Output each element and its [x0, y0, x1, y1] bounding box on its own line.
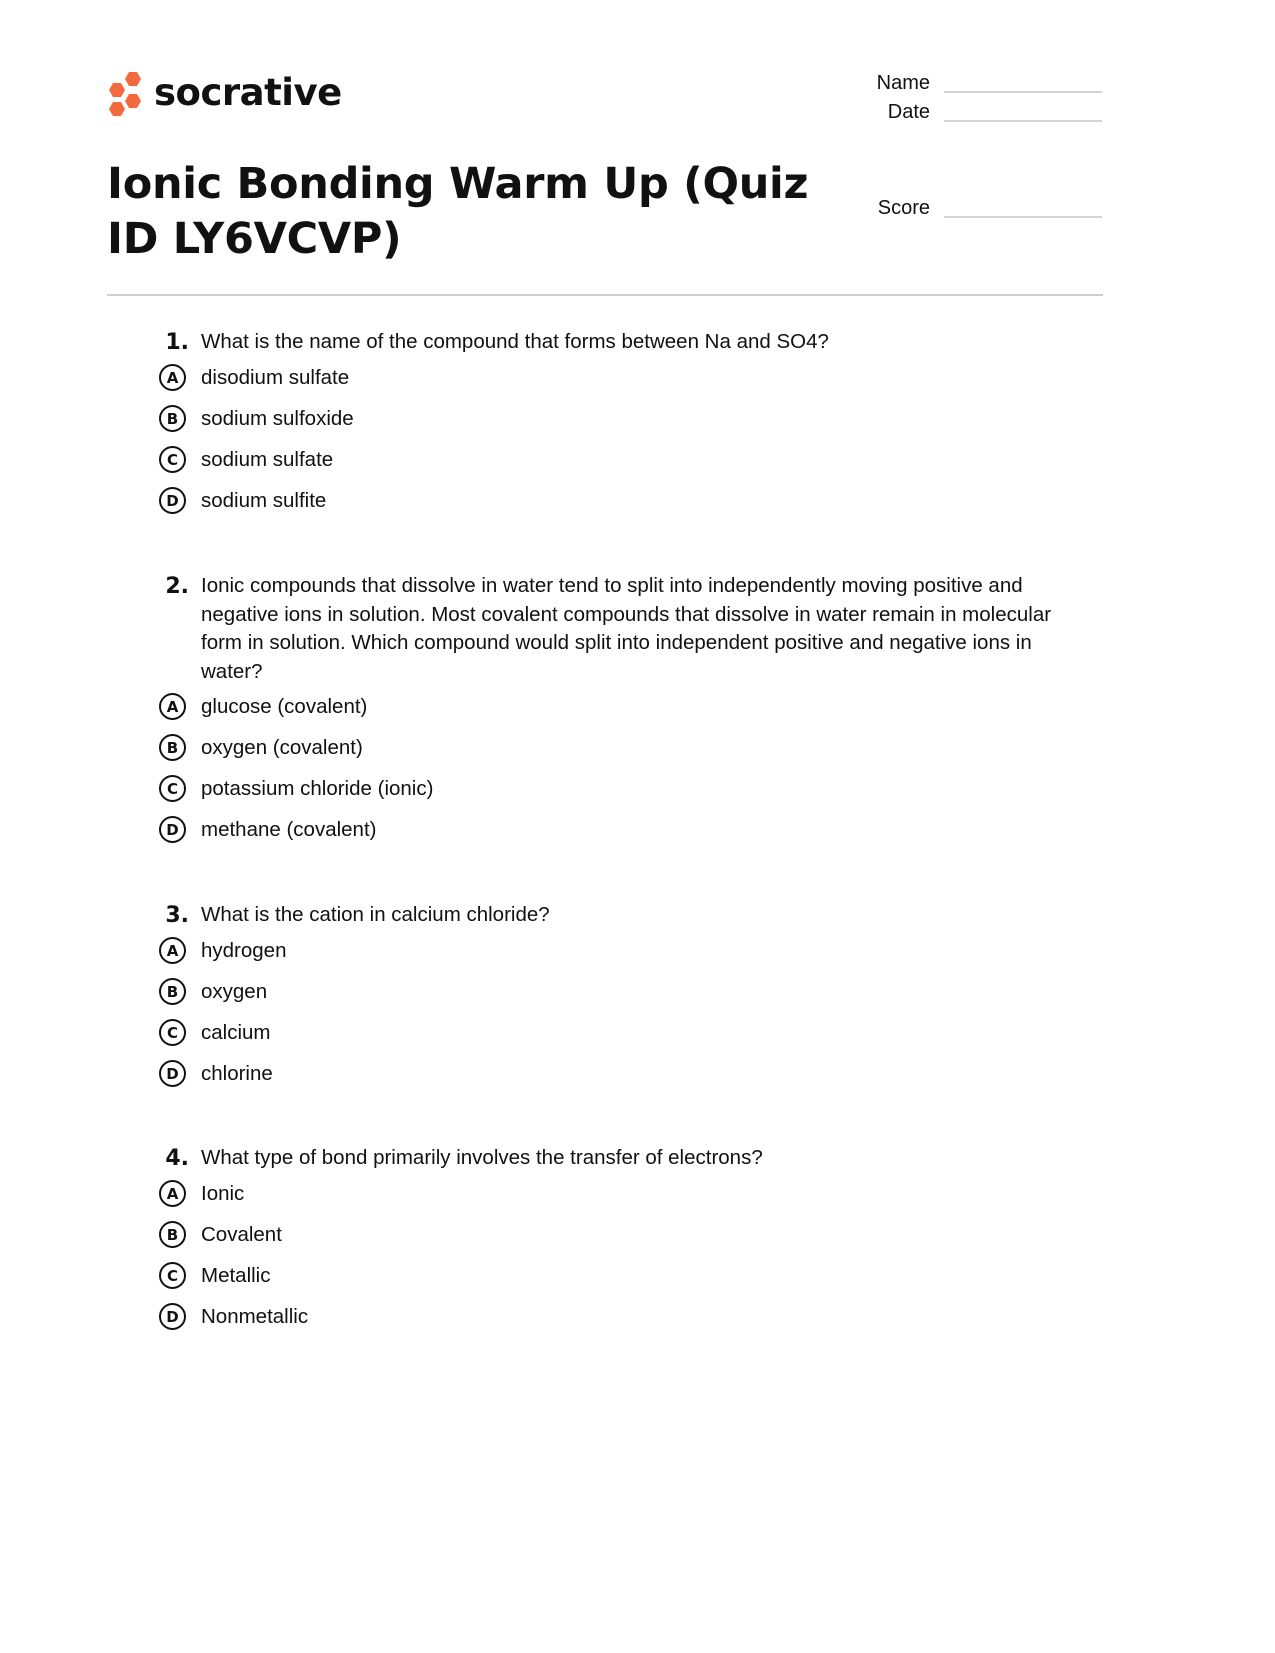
- option-text: calcium: [201, 1020, 271, 1044]
- brand-name: socrative: [154, 71, 342, 114]
- option-b[interactable]: [158, 727, 1088, 768]
- date-input-line[interactable]: [944, 120, 1102, 122]
- option-letter-circle[interactable]: C: [159, 775, 186, 802]
- option-text: potassium chloride (ionic): [201, 776, 434, 800]
- score-input-line[interactable]: [944, 216, 1102, 218]
- option-letter-circle[interactable]: B: [159, 1221, 186, 1248]
- option-b[interactable]: [158, 971, 1088, 1012]
- option-a[interactable]: [158, 1173, 1088, 1214]
- quiz-title: Ionic Bonding Warm Up (Quiz ID LY6VCVP): [107, 159, 809, 264]
- date-label: Date: [887, 101, 930, 123]
- option-letter-circle[interactable]: B: [159, 405, 186, 432]
- option-letter-circle[interactable]: B: [159, 978, 186, 1005]
- socrative-logo: [107, 70, 342, 116]
- option-letter-circle[interactable]: A: [159, 937, 186, 964]
- question-number: 3.: [165, 903, 189, 928]
- header-divider: [107, 294, 1103, 296]
- name-field[interactable]: [860, 72, 1102, 95]
- question-text: Ionic compounds that dissolve in water tend to split into independently moving positive and negative ions in solution. Most covalent compounds that dissolve in water remain in molecular form in solution. Which compound would split into independent positive and negative ions in water?: [201, 574, 1052, 683]
- option-letter-circle[interactable]: A: [159, 364, 186, 391]
- option-letter-circle[interactable]: D: [159, 816, 186, 843]
- option-letter-circle[interactable]: C: [159, 1262, 186, 1289]
- option-c[interactable]: [158, 1255, 1088, 1296]
- option-text: disodium sulfate: [201, 365, 350, 389]
- option-c[interactable]: [158, 768, 1088, 809]
- score-label: Score: [877, 197, 930, 219]
- question-4: [158, 1144, 1088, 1337]
- option-d[interactable]: [158, 1296, 1088, 1337]
- option-text: hydrogen: [201, 938, 287, 962]
- option-a[interactable]: [158, 357, 1088, 398]
- option-text: sodium sulfate: [201, 447, 334, 471]
- question-2: [158, 572, 1088, 850]
- option-letter-circle[interactable]: B: [159, 734, 186, 761]
- option-text: oxygen (covalent): [201, 735, 363, 759]
- option-a[interactable]: [158, 930, 1088, 971]
- option-b[interactable]: [158, 398, 1088, 439]
- option-a[interactable]: [158, 686, 1088, 727]
- option-letter-circle[interactable]: A: [159, 1180, 186, 1207]
- question-number: 4.: [165, 1146, 189, 1171]
- option-text: Metallic: [201, 1263, 271, 1287]
- option-text: oxygen: [201, 979, 268, 1003]
- option-b[interactable]: [158, 1214, 1088, 1255]
- option-letter-circle[interactable]: D: [159, 487, 186, 514]
- option-letter-circle[interactable]: D: [159, 1060, 186, 1087]
- question-number: 1.: [165, 330, 189, 355]
- question-text: What type of bond primarily involves the transfer of electrons?: [201, 1146, 763, 1169]
- option-letter-circle[interactable]: C: [159, 1019, 186, 1046]
- question-text: What is the name of the compound that forms between Na and SO4?: [201, 330, 829, 353]
- question-3: [158, 901, 1088, 1094]
- option-text: glucose (covalent): [201, 694, 368, 718]
- question-1: [158, 328, 1088, 521]
- option-d[interactable]: [158, 1053, 1088, 1094]
- name-input-line[interactable]: [944, 91, 1102, 93]
- option-c[interactable]: [158, 439, 1088, 480]
- option-letter-circle[interactable]: C: [159, 446, 186, 473]
- option-text: sodium sulfoxide: [201, 406, 354, 430]
- option-text: Nonmetallic: [201, 1304, 309, 1328]
- option-text: Ionic: [201, 1181, 245, 1205]
- option-d[interactable]: [158, 809, 1088, 850]
- option-letter-circle[interactable]: D: [159, 1303, 186, 1330]
- name-label: Name: [876, 72, 930, 94]
- question-number: 2.: [165, 574, 189, 599]
- hexagon-cluster-icon: [107, 70, 143, 116]
- option-letter-circle[interactable]: A: [159, 693, 186, 720]
- option-text: chlorine: [201, 1061, 273, 1085]
- option-d[interactable]: [158, 480, 1088, 521]
- question-text: What is the cation in calcium chloride?: [201, 903, 550, 926]
- option-text: Covalent: [201, 1222, 282, 1246]
- option-text: methane (covalent): [201, 817, 377, 841]
- score-field[interactable]: [860, 197, 1102, 220]
- option-text: sodium sulfite: [201, 488, 327, 512]
- option-c[interactable]: [158, 1012, 1088, 1053]
- date-field[interactable]: [860, 101, 1102, 124]
